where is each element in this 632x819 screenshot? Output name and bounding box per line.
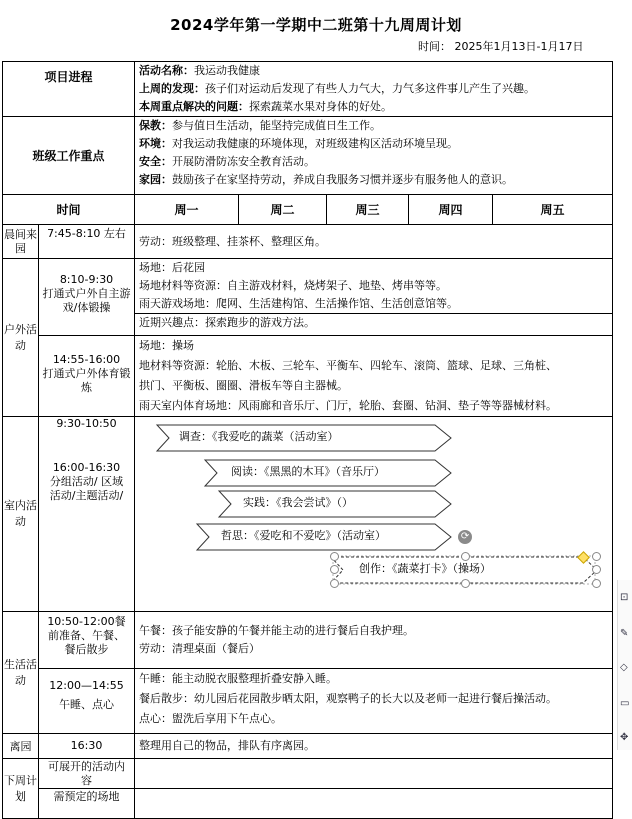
outdoor-slot2-name: 打通式户外体育锻炼 (42, 367, 131, 394)
leave-content (135, 734, 613, 759)
date-range (418, 38, 583, 54)
indoor-time1: 9:30-10:50 (56, 417, 117, 430)
page-title: 2024学年第一学期中二班第十九周周计划 (170, 16, 462, 34)
project-line: 上周的发现：孩子们对运动后发现了有些人力气大，力气多这件事儿产生了兴趣。 (139, 82, 536, 95)
outdoor-line: 雨天室内体育场地：风雨廊和音乐厅、门厅，轮胎、套圈、钻洞、垫子等等器械材料。 (139, 399, 558, 412)
leave-label: 离园 (3, 734, 39, 759)
time-label: 时间： (418, 40, 451, 53)
outdoor-slot1-time (39, 259, 135, 336)
leave-time: 16:30 (39, 734, 135, 759)
outdoor-slot1-time-text: 8:10-9:30 (59, 273, 114, 286)
days-header-row (3, 195, 613, 225)
life-slot2-time-text: 12:00—14:55 (49, 679, 124, 692)
project-label: 项目进程 (3, 62, 135, 117)
resize-handle[interactable] (461, 579, 470, 588)
time-value: 2025年1月13日-1月17日 (454, 40, 584, 53)
leave-row (3, 734, 613, 759)
outdoor-slot1-name: 打通式户外自主游戏/体锻操 (42, 287, 131, 314)
focus-line: 环境：对我运动我健康的环境体现，对班级建构区活动环境呈现。 (139, 137, 459, 150)
focus-content (135, 117, 613, 195)
resize-handle[interactable] (592, 565, 601, 574)
outdoor-row-2 (3, 336, 613, 417)
indoor-label: 室内活动 (3, 417, 39, 612)
focus-label: 班级工作重点 (3, 117, 135, 195)
life-slot2-content (135, 669, 613, 734)
outdoor-label: 户外活动 (3, 259, 39, 417)
life-row-2 (3, 669, 613, 734)
indoor-name: 分组活动/ 区域活动/主题活动/ (49, 475, 124, 502)
outdoor-slot2-time-text: 14:55-16:00 (52, 353, 121, 366)
life-line: 午餐：孩子能安静的午餐并能主动的进行餐后自我护理。 (139, 624, 415, 637)
indoor-time (39, 417, 135, 612)
next-week-venue: 需预定的场地 (39, 789, 135, 819)
project-line: 活动名称：我运动我健康 (139, 64, 261, 77)
resize-handle[interactable] (330, 579, 339, 588)
resize-handle[interactable] (592, 552, 601, 561)
morning-text: 劳动：班级整理、挂茶杯、整理区角。 (139, 234, 327, 248)
arrow-label-reflect[interactable]: 哲思：《爱吃和不爱吃》（活动室） (221, 529, 387, 542)
arrow-label-survey[interactable]: 调查：《我爱吃的蔬菜（活动室） (179, 430, 339, 443)
next-week-row-2 (3, 789, 613, 819)
outdoor-slot2-time (39, 336, 135, 417)
outdoor-line: 雨天游戏场地：爬网、生活建构馆、生活操作馆、生活创意馆等。 (139, 297, 459, 310)
life-slot1-time: 10:50-12:00餐前准备、午餐、餐后散步 (39, 612, 135, 669)
activity-arrows (135, 417, 611, 607)
day-wed: 周三 (327, 195, 409, 225)
outdoor-line: 拱门、平衡板、圈圈、滑板车等自主器械。 (139, 379, 349, 392)
outdoor-line: 场地材料等资源：自主游戏材料，烧烤架子、地垫、烤串等等。 (139, 279, 448, 292)
indoor-time2: 16:00-16:30 (52, 461, 121, 474)
pen-icon[interactable]: ✎ (620, 628, 629, 639)
time-header: 时间 (3, 195, 135, 225)
focus-line: 保教：参与值日生活动，能坚持完成值日生工作。 (139, 119, 382, 132)
arrow-label-practice[interactable]: 实践：《我会尝试》（） (243, 496, 354, 509)
life-label: 生活活动 (3, 612, 39, 734)
side-toolbar (617, 580, 632, 750)
morning-content (135, 225, 613, 259)
next-week-activities: 可展开的活动内容 (39, 759, 135, 789)
focus-line: 安全：开展防滑防冻安全教育活动。 (139, 155, 316, 168)
comment-icon[interactable]: ▭ (620, 698, 630, 709)
arrow-label-create[interactable]: 创作：《蔬菜打卡》（操场） (359, 562, 492, 575)
arrow-label-reading[interactable]: 阅读：《黑黑的木耳》（音乐厅） (231, 465, 386, 478)
outdoor-line: 近期兴趣点：探索跑步的游戏方法。 (135, 313, 612, 332)
focus-row (3, 117, 613, 195)
project-content (135, 62, 613, 117)
project-row (3, 62, 613, 117)
leave-text: 整理用自己的物品，排队有序离园。 (139, 739, 316, 752)
day-mon: 周一 (135, 195, 239, 225)
resize-handle[interactable] (461, 552, 470, 561)
outdoor-slot2-content (135, 336, 613, 417)
next-week-row-1 (3, 759, 613, 789)
outdoor-line: 场地：操场 (139, 339, 195, 352)
day-tue: 周二 (239, 195, 327, 225)
life-slot2-name: 午睡、点心 (59, 698, 114, 711)
outdoor-slot1-content (135, 259, 613, 336)
resize-handle[interactable] (330, 565, 339, 574)
day-fri: 周五 (493, 195, 613, 225)
project-line: 本周重点解决的问题：探索蔬菜水果对身体的好处。 (139, 100, 393, 113)
indoor-content (135, 417, 613, 612)
resize-handle[interactable] (330, 552, 339, 561)
morning-row (3, 225, 613, 259)
life-line: 餐后散步：幼儿园后花园散步晒太阳，观察鸭子的长大以及老师一起进行餐后操活动。 (139, 692, 558, 705)
outdoor-line: 地材料等资源：轮胎、木板、三轮车、平衡车、四轮车、滚筒、篮球、足球、三角桩、 (139, 359, 558, 372)
weekly-plan-table (2, 61, 613, 819)
focus-line: 家园：鼓励孩子在家坚持劳动，养成自我服务习惯并逐步有服务他人的意识。 (139, 173, 514, 186)
rotate-handle-icon[interactable]: ⟳ (458, 530, 472, 544)
life-slot2-time (39, 669, 135, 734)
eraser-icon[interactable]: ◇ (620, 662, 628, 673)
morning-time: 7:45-8:10 左右 (39, 225, 135, 259)
life-line: 点心：盥洗后享用下午点心。 (139, 712, 283, 725)
next-week-venue-content[interactable] (135, 789, 613, 819)
next-week-activities-content[interactable] (135, 759, 613, 789)
life-line: 午睡：能主动脱衣服整理折叠安静入睡。 (139, 672, 338, 685)
shape-icon[interactable]: ⊡ (620, 592, 629, 603)
life-line: 劳动：清理桌面（餐后） (139, 642, 261, 655)
tool-icon[interactable]: ✥ (620, 732, 629, 743)
outdoor-line: 场地：后花园 (139, 261, 206, 274)
resize-handle[interactable] (592, 579, 601, 588)
life-row-1 (3, 612, 613, 669)
life-slot1-content (135, 612, 613, 669)
outdoor-row-1 (3, 259, 613, 336)
indoor-row (3, 417, 613, 612)
morning-label: 晨间来园 (3, 225, 39, 259)
next-week-label: 下周计划 (3, 759, 39, 819)
day-thu: 周四 (409, 195, 493, 225)
